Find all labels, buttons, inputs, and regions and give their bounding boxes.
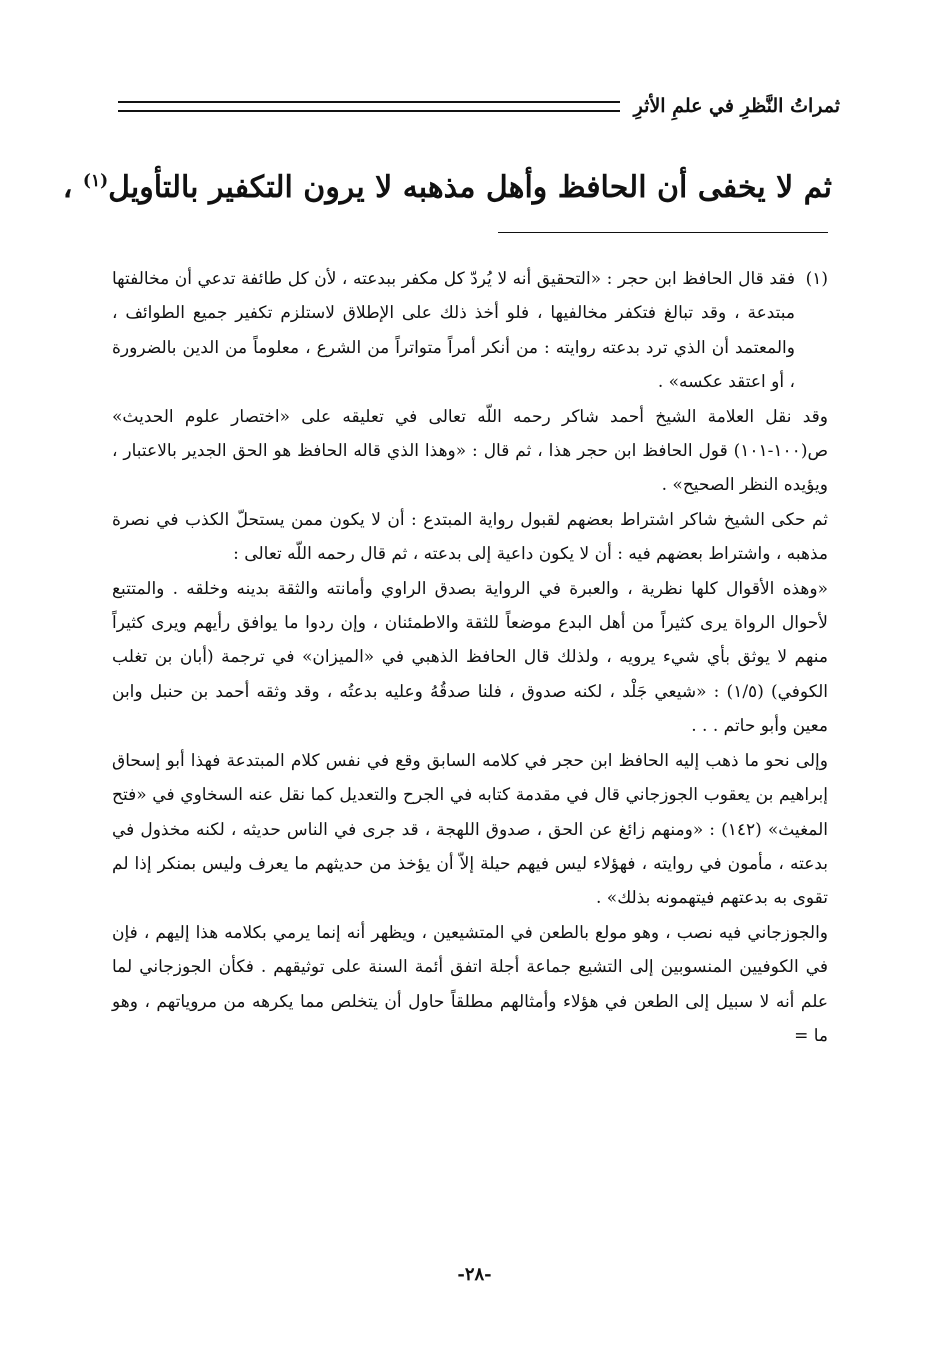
main-text-line [62,150,832,219]
page-number: -٢٨- [457,1264,492,1285]
footnote-paragraph: وقد نقل العلامة الشيخ أحمد شاكر رحمه اللّه تعالى في تعليقه على «اختصار علوم الحديث» ص(١٠٠-١٠١) قول الحافظ ابن حجر هذا ، ثم قال : «وهذا الذي قاله الحافظ هو الحق الجدير بالاعتبار ، ويؤيده النظر الصحيح» . [112,406,828,496]
footnote-reference: (١) [82,171,109,191]
footnote [112,262,828,1053]
footnote-paragraph [112,262,828,400]
running-title: ثمراتُ النَّظرِ في علمِ الأثرِ [633,95,840,117]
footnote-paragraph: وإلى نحو ما ذهب إليه الحافظ ابن حجر في كلامه السابق وقع في نفس كلام المبتدعة فهذا أبو إسحاق إبراهيم بن يعقوب الجوزجاني قال في مقدمة كتابه في الجرح والتعديل كما نقل عنه السخاوي في «فتح المغيث» (١٤٢) : «ومنهم زائغ عن الحق ، صدوق اللهجة ، قد جرى في الناس حديثه ، لكنه مخذول في بدعته ، مأمون في روايته ، فهؤلاء ليس فيهم حيلة إلاّ أن يؤخذ من حديثهم ما يعرف وليس بمنكر إذا لم تقوى به بدعتهم فيتهمونه بذلك» . [112,750,828,909]
footnote-separator [498,232,828,233]
main-text-trailing: ، [62,170,83,205]
footnote-paragraph-text: فقد قال الحافظ ابن حجر : «التحقيق أنه لا يُردّ كل مكفر ببدعته ، لأن كل طائفة تدعي أن مخالفتها مبتدعة ، وقد تبالغ فتكفر مخالفيها ، فلو أخذ ذلك على الإطلاق لاستلزم تكفير جميع الطوائف ، والمعتمد أن الذي ترد بدعته روايته : من أنكر أمراً متواتراً من الشرع ، معلوماً من الدين بالضرورة ، أو اعتقد عكسه» . [112,269,795,393]
main-text: ثم لا يخفى أن الحافظ وأهل مذهبه لا يرون التكفير بالتأويل [108,170,832,205]
header-double-rule [118,101,620,112]
footnote-paragraph: ثم حكى الشيخ شاكر اشتراط بعضهم لقبول رواية المبتدع : أن لا يكون ممن يستحلّ الكذب في نصرة مذهبه ، واشتراط بعضهم فيه : أن لا يكون داعية إلى بدعته ، ثم قال رحمه اللّه تعالى : [112,509,828,565]
footnote-paragraph: والجوزجاني فيه نصب ، وهو مولع بالطعن في المتشيعين ، ويظهر أنه إنما يرمي بكلامه هذا إليهم ، فإن في الكوفيين المنسوبين إلى التشيع جماعة أجلة اتفق أئمة السنة على توثيقهم . فكأن الجوزجاني لما علم أنه لا سبيل إلى الطعن في هؤلاء وأمثالهم مطلقاً حاول أن يتخلص مما يكرهه من مروياتهم ، وهو ما = [112,922,828,1046]
running-header [118,86,840,126]
footnote-marker: (١) [805,269,828,289]
footnote-paragraph: «وهذه الأقوال كلها نظرية ، والعبرة في الرواية بصدق الراوي وأمانته والثقة بدينه وخلقه . والمتتبع لأحوال الرواة يرى كثيراً من أهل البدع موضعاً للثقة والاطمئنان ، وإن ردوا ما يوافق رأيهم ويرى كثيراً منهم لا يوثق بأي شيء يرويه ، ولذلك قال الحافظ الذهبي في «الميزان» في ترجمة (أبان بن تغلب الكوفي) (١/٥) : «شيعي جَلْد ، لكنه صدوق ، فلنا صدقُهُ وعليه بدعتُه ، وقد وثقه أحمد بن حنبل وابن معين وأبو حاتم . . . [112,578,828,737]
